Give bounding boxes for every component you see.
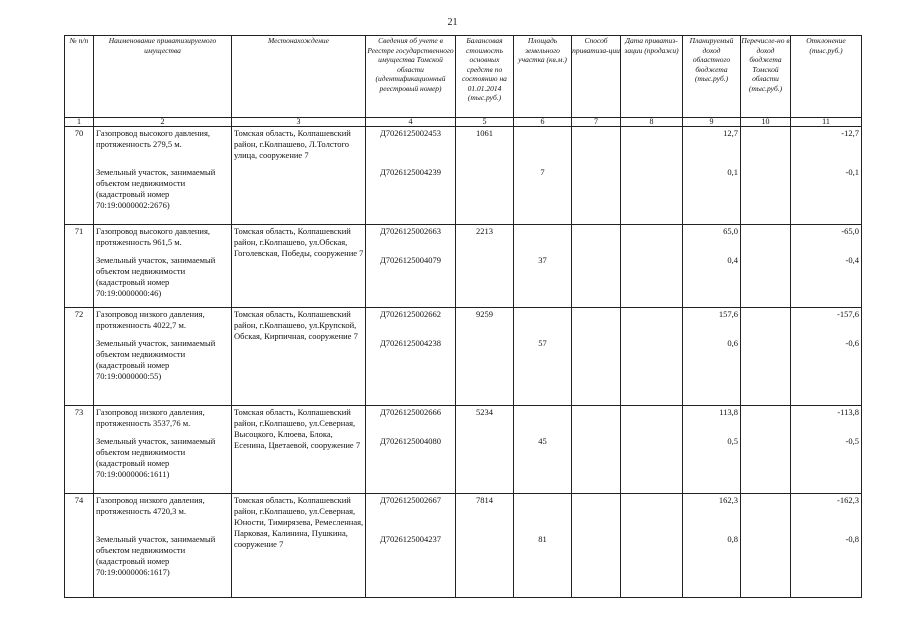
registry-number-land: Д7026125004239: [379, 167, 442, 177]
registry-cell: [366, 225, 456, 308]
income-cell: [683, 494, 741, 598]
registry-number-land: Д7026125004080: [379, 436, 442, 446]
deviation-value-land: -0,1: [845, 167, 859, 177]
transferred-cell: [741, 127, 791, 225]
transferred-cell: [741, 494, 791, 598]
area-cell: [514, 127, 572, 225]
income-cell: [683, 406, 741, 494]
income-value-land: 0,1: [727, 167, 738, 177]
header-cell: Отклонение (тыс.руб.): [791, 36, 862, 118]
area-value: 45: [538, 436, 547, 446]
registry-number: Д7026125002667: [379, 495, 442, 505]
asset-name: Газопровод высокого давления, протяженность 961,5 м.: [96, 226, 210, 247]
location-cell: [232, 494, 366, 598]
deviation-value: -162,3: [837, 495, 859, 505]
registry-number-land: Д7026125004079: [379, 255, 442, 265]
location-text: Томская область, Колпашевский район, г.Колпашево, ул.Северная, Высоцкого, Клюева, Блока, Есенина, Цветаевой, сооружение 7: [234, 407, 361, 450]
header-cell: Местонахождение: [232, 36, 366, 118]
header-cell: Планируемый доход областного бюджета (тыс.руб.): [683, 36, 741, 118]
asset-name-cell: [94, 127, 232, 225]
transferred-cell: [741, 308, 791, 406]
row-number: 72: [65, 308, 94, 406]
column-number: 10: [741, 118, 791, 127]
table-row: [65, 308, 862, 406]
income-value-land: 0,5: [727, 436, 738, 446]
deviation-cell: [791, 225, 862, 308]
date-cell: [621, 127, 683, 225]
header-cell: Балансовая стоимость основных средств по состоянию на 01.01.2014 (тыс.руб.): [456, 36, 514, 118]
column-number: 5: [456, 118, 514, 127]
registry-cell: [366, 406, 456, 494]
date-cell: [621, 406, 683, 494]
balance-value: 7814: [476, 495, 493, 505]
row-number: 71: [65, 225, 94, 308]
table-row: [65, 127, 862, 225]
asset-name-cell: [94, 308, 232, 406]
registry-number: Д7026125002453: [379, 128, 442, 138]
asset-name-cell: [94, 406, 232, 494]
income-value-land: 0,4: [727, 255, 738, 265]
header-cell: Перечисле-но в доход бюджета Томской области (тыс.руб.): [741, 36, 791, 118]
transferred-cell: [741, 225, 791, 308]
location-text: Томская область, Колпашевский район, г.Колпашево, ул.Крупской, Обская, Кирпичная, сооружение 7: [234, 309, 358, 341]
land-plot-name: Земельный участок, занимаемый объектом недвижимости (кадастровый номер 70:19:0000002:2676): [96, 167, 216, 210]
header-cell: Дата приватиз-зации (продажи): [621, 36, 683, 118]
column-number: 11: [791, 118, 862, 127]
deviation-value: -65,0: [841, 226, 859, 236]
balance-value: 2213: [476, 226, 493, 236]
method-cell: [572, 494, 621, 598]
header-cell: Сведения об учете в Реестре государственного имущества Томской области (идентификационный реестровый номер): [366, 36, 456, 118]
column-number: 8: [621, 118, 683, 127]
area-value: 57: [538, 338, 547, 348]
column-number: 6: [514, 118, 572, 127]
location-text: Томская область, Колпашевский район, г.Колпашево, ул.Северная, Юности, Тимирязева, Ремесленная, Парковая, Калинина, Пушкина, сооружение 7: [234, 495, 364, 549]
column-number: 1: [65, 118, 94, 127]
deviation-cell: [791, 406, 862, 494]
method-cell: [572, 127, 621, 225]
table-row: [65, 406, 862, 494]
asset-name: Газопровод высокого давления, протяженность 279,5 м.: [96, 128, 210, 149]
land-plot-name: Земельный участок, занимаемый объектом недвижимости (кадастровый номер 70:19:0000006:1617): [96, 534, 216, 577]
method-cell: [572, 406, 621, 494]
location-text: Томская область, Колпашевский район, г.Колпашево, Л.Толстого улица, сооружение 7: [234, 128, 351, 160]
registry-number-land: Д7026125004237: [379, 534, 442, 544]
area-value: 37: [538, 255, 547, 265]
area-value: 81: [538, 534, 547, 544]
balance-cell: [456, 127, 514, 225]
balance-cell: [456, 308, 514, 406]
area-cell: [514, 406, 572, 494]
area-value: 7: [540, 167, 545, 177]
deviation-value-land: -0,4: [845, 255, 859, 265]
area-cell: [514, 308, 572, 406]
header-row: [65, 36, 862, 118]
header-cell: Способ приватиза-ции: [572, 36, 621, 118]
registry-number-land: Д7026125004238: [379, 338, 442, 348]
transferred-cell: [741, 406, 791, 494]
balance-value: 9259: [476, 309, 493, 319]
registry-number: Д7026125002663: [379, 226, 442, 236]
deviation-value-land: -0,5: [845, 436, 859, 446]
location-cell: [232, 225, 366, 308]
row-number: 70: [65, 127, 94, 225]
land-plot-name: Земельный участок, занимаемый объектом недвижимости (кадастровый номер 70:19:0000000:46): [96, 255, 216, 298]
income-value-land: 0,6: [727, 338, 738, 348]
column-number: 3: [232, 118, 366, 127]
income-value: 157,6: [718, 309, 738, 319]
header-cell: Площадь земельного участка (кв.м.): [514, 36, 572, 118]
registry-number: Д7026125002666: [379, 407, 442, 417]
location-cell: [232, 406, 366, 494]
land-plot-name: Земельный участок, занимаемый объектом недвижимости (кадастровый номер 70:19:0000006:1611): [96, 436, 216, 479]
deviation-value: -113,8: [837, 407, 859, 417]
location-cell: [232, 308, 366, 406]
row-number: 73: [65, 406, 94, 494]
income-value: 65,0: [723, 226, 738, 236]
balance-cell: [456, 494, 514, 598]
balance-value: 5234: [476, 407, 493, 417]
asset-name: Газопровод низкого давления, протяженность 3537,76 м.: [96, 407, 205, 428]
deviation-value: -12,7: [841, 128, 859, 138]
deviation-cell: [791, 494, 862, 598]
date-cell: [621, 494, 683, 598]
location-cell: [232, 127, 366, 225]
date-cell: [621, 225, 683, 308]
deviation-cell: [791, 308, 862, 406]
asset-name: Газопровод низкого давления, протяженность 4022,7 м.: [96, 309, 205, 330]
income-cell: [683, 308, 741, 406]
column-number: 9: [683, 118, 741, 127]
method-cell: [572, 225, 621, 308]
registry-number: Д7026125002662: [379, 309, 442, 319]
income-cell: [683, 127, 741, 225]
table-row: [65, 494, 862, 598]
column-number: 4: [366, 118, 456, 127]
registry-cell: [366, 308, 456, 406]
income-value: 113,8: [719, 407, 738, 417]
income-value: 12,7: [723, 128, 738, 138]
area-cell: [514, 225, 572, 308]
deviation-value-land: -0,6: [845, 338, 859, 348]
row-number: 74: [65, 494, 94, 598]
registry-cell: [366, 127, 456, 225]
income-value: 162,3: [718, 495, 738, 505]
location-text: Томская область, Колпашевский район, г.Колпашево, ул.Обская, Гоголевская, Победы, сооружение 7: [234, 226, 364, 258]
column-number: 7: [572, 118, 621, 127]
income-value-land: 0,8: [727, 534, 738, 544]
table-row: [65, 225, 862, 308]
deviation-cell: [791, 127, 862, 225]
income-cell: [683, 225, 741, 308]
method-cell: [572, 308, 621, 406]
land-plot-name: Земельный участок, занимаемый объектом недвижимости (кадастровый номер 70:19:0000000:55): [96, 338, 216, 381]
privatization-table: [64, 35, 862, 598]
balance-value: 1061: [476, 128, 493, 138]
page-number: 21: [447, 17, 458, 28]
registry-cell: [366, 494, 456, 598]
asset-name: Газопровод низкого давления, протяженность 4720,3 м.: [96, 495, 205, 516]
asset-name-cell: [94, 494, 232, 598]
column-number: 2: [94, 118, 232, 127]
asset-name-cell: [94, 225, 232, 308]
column-number-row: [65, 118, 862, 127]
deviation-value: -157,6: [837, 309, 859, 319]
deviation-value-land: -0,8: [845, 534, 859, 544]
area-cell: [514, 494, 572, 598]
header-cell: Наименование приватизируемого имущества: [94, 36, 232, 118]
date-cell: [621, 308, 683, 406]
header-cell: № п/п: [65, 36, 94, 118]
balance-cell: [456, 406, 514, 494]
balance-cell: [456, 225, 514, 308]
